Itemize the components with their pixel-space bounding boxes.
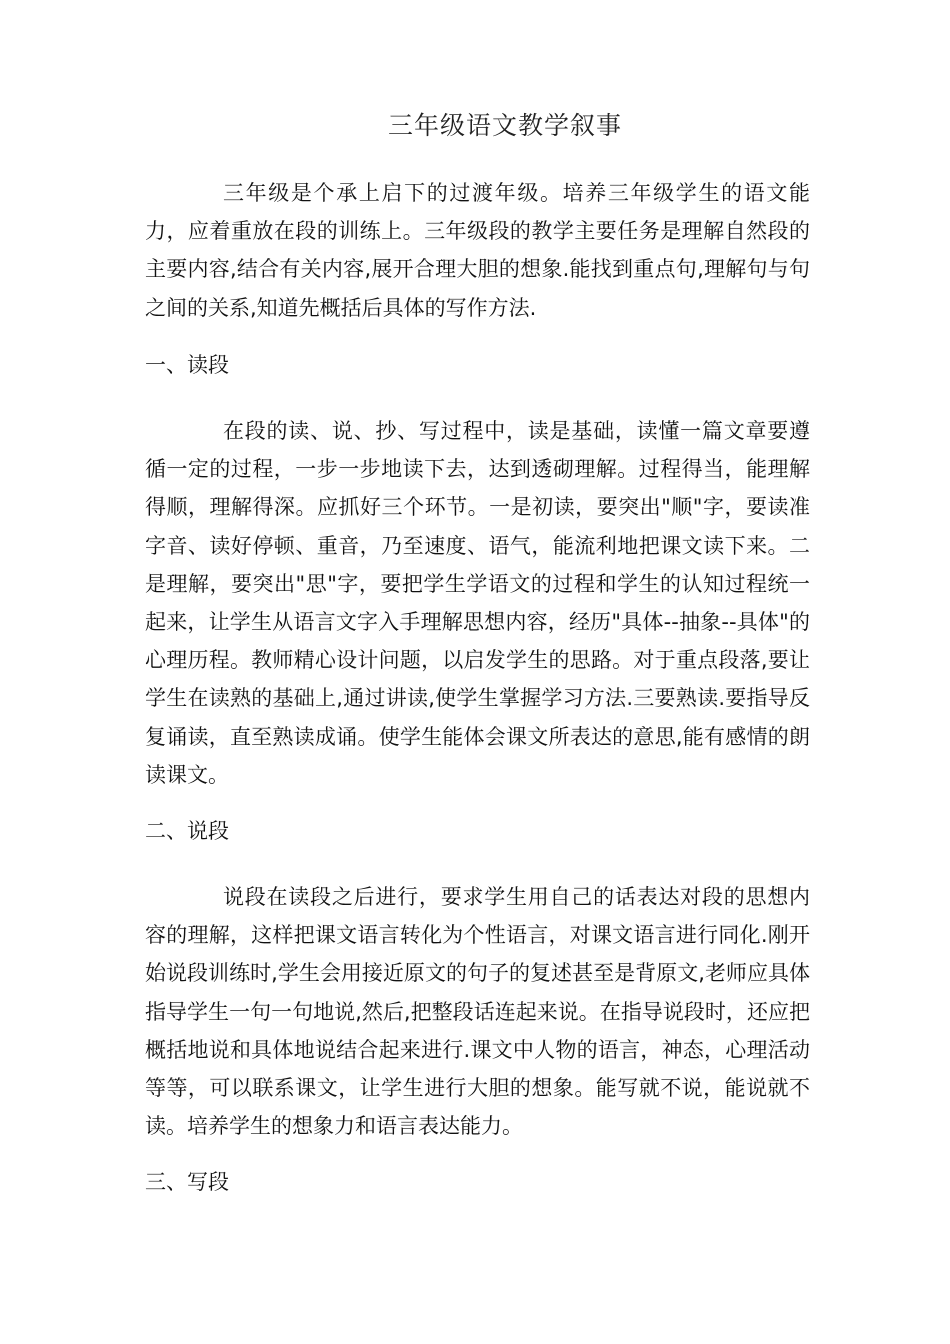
section-heading-reading: 一、读段 xyxy=(145,353,229,377)
section-heading-writing: 三、写段 xyxy=(145,1170,229,1194)
section-body-speaking: 说段在读段之后进行，要求学生用自己的话表达对段的思想内容的理解，这样把课文语言转化为个性语言，对课文语言进行同化.刚开始说段训练时,学生会用接近原文的句子的复述甚至是背原文,老师应具体指导学生一句一句地说,然后,把整段话连起来说。在指导说段时，还应把概括地说和具体地说结合起来进行.课文中人物的语言，神态，心理活动等等，可以联系课文，让学生进行大胆的想象。能写就不说，能说就不读。培养学生的想象力和语言表达能力。 xyxy=(145,885,810,1139)
intro-paragraph: 三年级是个承上启下的过渡年级。培养三年级学生的语文能力，应着重放在段的训练上。三年级段的教学主要任务是理解自然段的主要内容,结合有关内容,展开合理大胆的想象.能找到重点句,理解句与句之间的关系,知道先概括后具体的写作方法. xyxy=(145,181,810,320)
section-heading-speaking: 二、说段 xyxy=(145,819,229,843)
document-title: 三年级语文教学叙事 xyxy=(387,111,622,140)
section-body-reading: 在段的读、说、抄、写过程中，读是基础，读懂一篇文章要遵循一定的过程，一步一步地读下去，达到透砌理解。过程得当，能理解得顺，理解得深。应抓好三个环节。一是初读，要突出"顺"字，要读准字音、读好停顿、重音，乃至速度、语气，能流利地把课文读下来。二是理解，要突出"思"字，要把学生学语文的过程和学生的认知过程统一起来，让学生从语言文字入手理解思想内容，经历"具体--抽象--具体"的心理历程。教师精心设计问题，以启发学生的思路。对于重点段落,要让学生在读熟的基础上,通过讲读,使学生掌握学习方法.三要熟读.要指导反复诵读，直至熟读成诵。使学生能体会课文所表达的意思,能有感情的朗读课文。 xyxy=(145,419,810,787)
